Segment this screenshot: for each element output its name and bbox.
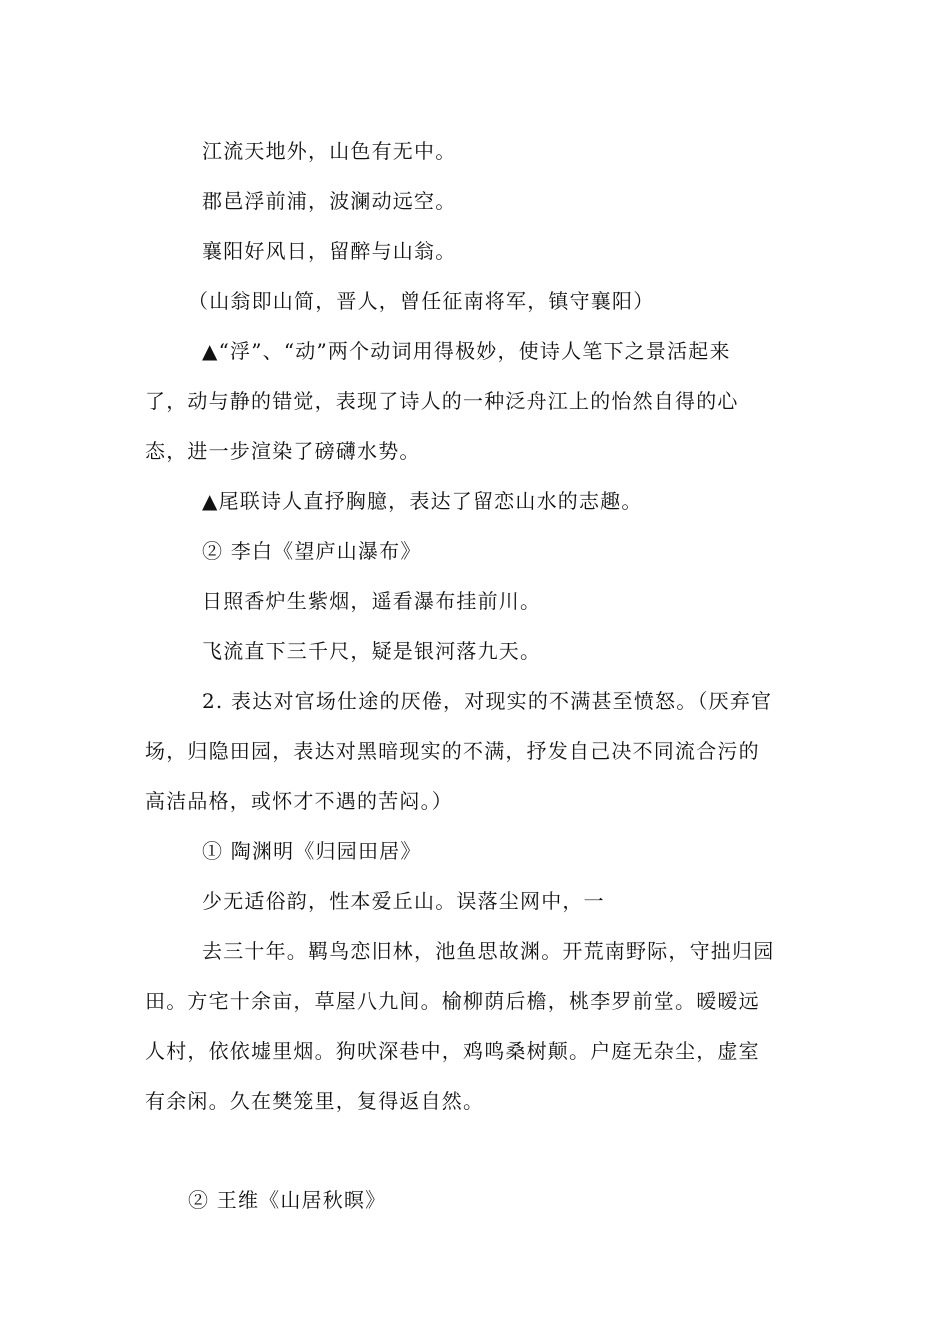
li-bai-line-1: 日照香炉生紫烟，遥看瀑布挂前川。 (202, 589, 542, 613)
poem-title-wang-wei: ② 王维《山居秋暝》 (188, 1188, 387, 1212)
section-2-line-3: 高洁品格，或怀才不遇的苦闷。） (145, 789, 453, 813)
poem-line-2: 郡邑浮前浦，波澜动远空。 (202, 189, 457, 213)
tao-poem-line-5: 有余闲。久在樊笼里，复得返自然。 (145, 1089, 485, 1113)
tao-poem-line-4: 人村，依依墟里烟。狗吠深巷中，鸡鸣桑树颠。户庭无杂尘，虚室 (145, 1039, 760, 1063)
tao-poem-line-1: 少无适俗韵，性本爱丘山。误落尘网中，一 (202, 889, 605, 913)
analysis-paragraph-1-line-1: ▲“浮”、“动”两个动词用得极妙，使诗人笔下之景活起来 (202, 339, 731, 363)
poem-line-1: 江流天地外，山色有无中。 (202, 139, 457, 163)
analysis-paragraph-1-line-2: 了，动与静的错觉，表现了诗人的一种泛舟江上的怡然自得的心 (145, 389, 739, 413)
poem-title-li-bai: ② 李白《望庐山瀑布》 (202, 539, 422, 563)
li-bai-line-2: 飞流直下三千尺，疑是银河落九天。 (202, 639, 542, 663)
tao-poem-line-3: 田。方宅十余亩，草屋八九间。榆柳荫后檐，桃李罗前堂。暧暧远 (145, 989, 760, 1013)
section-2-line-2: 场，归隐田园，表达对黑暗现实的不满，抒发自己决不同流合污的 (145, 739, 760, 763)
analysis-paragraph-1-line-3: 态，进一步渲染了磅礴水势。 (145, 439, 421, 463)
tao-poem-line-2: 去三十年。羁鸟恋旧林，池鱼思故渊。开荒南野际，守拙归园 (202, 939, 775, 963)
poem-title-tao-yuanming: ① 陶渊明《归园田居》 (202, 839, 422, 863)
analysis-paragraph-2: ▲尾联诗人直抒胸臆，表达了留恋山水的志趣。 (202, 489, 643, 513)
section-2-line-1: 2. 表达对官场仕途的厌倦，对现实的不满甚至愤怒。（厌弃官 (202, 689, 773, 713)
poem-line-3: 襄阳好风日，留醉与山翁。 (202, 239, 457, 263)
poem-note: （山翁即山简，晋人，曾任征南将军，镇守襄阳） (188, 289, 655, 313)
